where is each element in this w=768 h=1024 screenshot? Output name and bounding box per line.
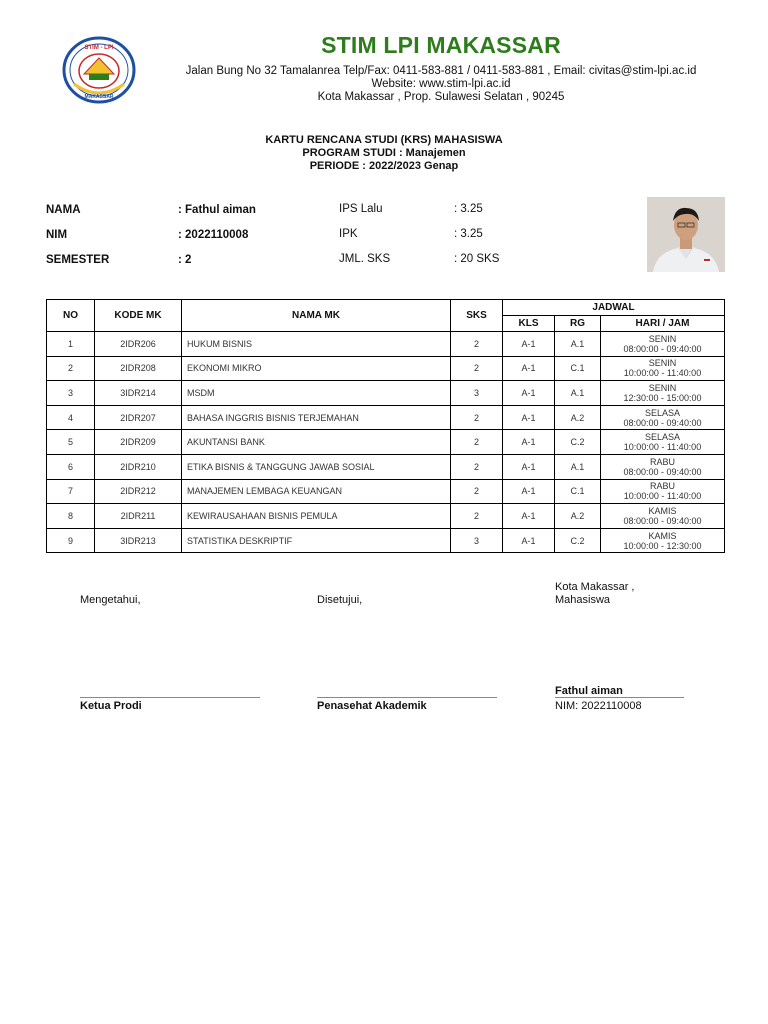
mengetahui-label: Mengetahui,	[80, 594, 141, 606]
cell-kls: A-1	[503, 454, 555, 479]
col-header-nama: NAMA MK	[182, 300, 451, 332]
signature-line-penasehat	[317, 697, 497, 698]
cell-nama: BAHASA INGGRIS BISNIS TERJEMAHAN	[182, 405, 451, 430]
cell-hari-jam	[601, 454, 725, 479]
cell-kls: A-1	[503, 356, 555, 381]
cell-kls: A-1	[503, 405, 555, 430]
cell-sks: 2	[451, 405, 503, 430]
city-label: Kota Makassar ,	[555, 581, 635, 593]
cell-hari: KAMIS	[648, 505, 677, 516]
cell-hari-jam	[601, 332, 725, 357]
cell-rg: C.1	[555, 479, 601, 504]
cell-nama: HUKUM BISNIS	[182, 332, 451, 357]
ipk-label: IPK	[339, 228, 358, 240]
cell-jam: 08:00:00 - 09:40:00	[623, 515, 702, 526]
cell-nama: ETIKA BISNIS & TANGGUNG JAWAB SOSIAL	[182, 454, 451, 479]
cell-rg: A.1	[555, 332, 601, 357]
address-line-2: Website: www.stim-lpi.ac.id	[371, 78, 511, 90]
cell-kode: 2IDR210	[95, 454, 182, 479]
table-row	[47, 405, 725, 430]
cell-sks: 2	[451, 479, 503, 504]
cell-hari: SENIN	[648, 333, 677, 344]
cell-hari-jam	[601, 430, 725, 455]
cell-kls: A-1	[503, 528, 555, 553]
nama-label: NAMA	[46, 204, 81, 216]
krs-table	[46, 299, 725, 553]
cell-rg: A.1	[555, 454, 601, 479]
table-row	[47, 332, 725, 357]
cell-sks: 3	[451, 528, 503, 553]
cell-jam: 10:00:00 - 11:40:00	[623, 442, 702, 453]
cell-kode: 3IDR213	[95, 528, 182, 553]
sks-value: : 20 SKS	[454, 253, 500, 265]
cell-jam: 10:00:00 - 11:40:00	[623, 368, 702, 379]
logo-top-text: STIM - LPI	[84, 45, 114, 51]
cell-sks: 2	[451, 356, 503, 381]
cell-no: 9	[47, 528, 95, 553]
institution-name: STIM LPI MAKASSAR	[321, 32, 561, 58]
cell-hari-jam	[601, 405, 725, 430]
col-header-no: NO	[47, 300, 95, 332]
cell-rg: C.2	[555, 528, 601, 553]
col-header-kode: KODE MK	[95, 300, 182, 332]
student-signature-nim: NIM: 2022110008	[555, 700, 642, 712]
cell-hari: SELASA	[644, 432, 681, 443]
cell-hari-jam	[601, 381, 725, 406]
cell-kode: 2IDR208	[95, 356, 182, 381]
table-row	[47, 430, 725, 455]
nim-label: NIM	[46, 229, 68, 241]
cell-rg: A.2	[555, 504, 601, 529]
cell-hari-jam	[601, 479, 725, 504]
table-row	[47, 479, 725, 504]
cell-no: 8	[47, 504, 95, 529]
cell-kode: 2IDR212	[95, 479, 182, 504]
cell-jam: 08:00:00 - 09:40:00	[623, 466, 702, 477]
nim-value: : 2022110008	[178, 229, 249, 241]
col-header-sks: SKS	[451, 300, 503, 332]
cell-jam: 10:00:00 - 12:30:00	[623, 540, 702, 551]
cell-hari-jam	[601, 356, 725, 381]
ips-value: : 3.25	[454, 203, 483, 215]
cell-sks: 2	[451, 332, 503, 357]
cell-kls: A-1	[503, 381, 555, 406]
cell-no: 2	[47, 356, 95, 381]
ketua-prodi-label: Ketua Prodi	[80, 700, 142, 712]
disetujui-label: Disetujui,	[317, 594, 363, 606]
cell-nama: EKONOMI MIKRO	[182, 356, 451, 381]
cell-rg: A.2	[555, 405, 601, 430]
cell-kode: 3IDR214	[95, 381, 182, 406]
cell-kls: A-1	[503, 504, 555, 529]
program-studi: PROGRAM STUDI : Manajemen	[302, 147, 466, 159]
signature-line-ketua	[80, 697, 260, 698]
cell-rg: A.1	[555, 381, 601, 406]
cell-kode: 2IDR209	[95, 430, 182, 455]
cell-jam: 10:00:00 - 11:40:00	[623, 491, 702, 502]
cell-kls: A-1	[503, 430, 555, 455]
document-title: KARTU RENCANA STUDI (KRS) MAHASISWA	[265, 134, 503, 146]
cell-hari-jam	[601, 528, 725, 553]
logo-bottom-text: MAKASSAR	[84, 94, 114, 100]
cell-hari: SENIN	[648, 358, 677, 369]
nama-value: : Fathul aiman	[178, 204, 256, 216]
cell-no: 3	[47, 381, 95, 406]
cell-jam: 08:00:00 - 09:40:00	[623, 417, 702, 428]
cell-nama: MANAJEMEN LEMBAGA KEUANGAN	[182, 479, 451, 504]
cell-hari: KAMIS	[648, 530, 677, 541]
student-photo	[647, 197, 725, 272]
cell-jam: 08:00:00 - 09:40:00	[623, 343, 702, 354]
cell-sks: 2	[451, 504, 503, 529]
col-header-hari: HARI / JAM	[601, 316, 725, 332]
cell-kode: 2IDR206	[95, 332, 182, 357]
cell-hari: RABU	[650, 456, 676, 467]
cell-kode: 2IDR211	[95, 504, 182, 529]
table-row	[47, 381, 725, 406]
cell-kode: 2IDR207	[95, 405, 182, 430]
cell-hari-jam	[601, 504, 725, 529]
semester-value: : 2	[178, 254, 192, 266]
cell-hari: SELASA	[644, 407, 681, 418]
cell-no: 7	[47, 479, 95, 504]
cell-jam: 12:30:00 - 15:00:00	[623, 392, 702, 403]
periode: PERIODE : 2022/2023 Genap	[309, 160, 459, 172]
table-row	[47, 504, 725, 529]
cell-sks: 2	[451, 454, 503, 479]
cell-no: 5	[47, 430, 95, 455]
col-header-rg: RG	[555, 316, 601, 332]
table-row	[47, 454, 725, 479]
cell-sks: 3	[451, 381, 503, 406]
cell-nama: STATISTIKA DESKRIPTIF	[182, 528, 451, 553]
cell-no: 1	[47, 332, 95, 357]
cell-kls: A-1	[503, 332, 555, 357]
ips-label: IPS Lalu	[339, 203, 383, 215]
ipk-value: : 3.25	[454, 228, 483, 240]
cell-rg: C.2	[555, 430, 601, 455]
cell-nama: AKUNTANSI BANK	[182, 430, 451, 455]
cell-nama: MSDM	[182, 381, 451, 406]
mahasiswa-label: Mahasiswa	[555, 594, 611, 606]
penasehat-label: Penasehat Akademik	[317, 700, 427, 712]
cell-no: 4	[47, 405, 95, 430]
sks-label: JML. SKS	[339, 253, 391, 265]
cell-sks: 2	[451, 430, 503, 455]
cell-no: 6	[47, 454, 95, 479]
cell-nama: KEWIRAUSAHAAN BISNIS PEMULA	[182, 504, 451, 529]
address-line-1: Jalan Bung No 32 Tamalanrea Telp/Fax: 0411-583-881 / 0411-583-881 , Email: civitas@stim-lpi.ac.id	[185, 65, 697, 77]
table-row	[47, 528, 725, 553]
cell-rg: C.1	[555, 356, 601, 381]
student-signature-name: Fathul aiman	[555, 685, 623, 697]
signature-line-mahasiswa	[555, 697, 684, 698]
table-row	[47, 356, 725, 381]
col-header-jadwal: JADWAL	[503, 300, 725, 316]
cell-kls: A-1	[503, 479, 555, 504]
cell-hari: RABU	[650, 481, 676, 492]
cell-hari: SENIN	[648, 382, 677, 393]
address-line-3: Kota Makassar , Prop. Sulawesi Selatan , 90245	[317, 91, 565, 103]
col-header-kls: KLS	[503, 316, 555, 332]
semester-label: SEMESTER	[46, 254, 110, 266]
